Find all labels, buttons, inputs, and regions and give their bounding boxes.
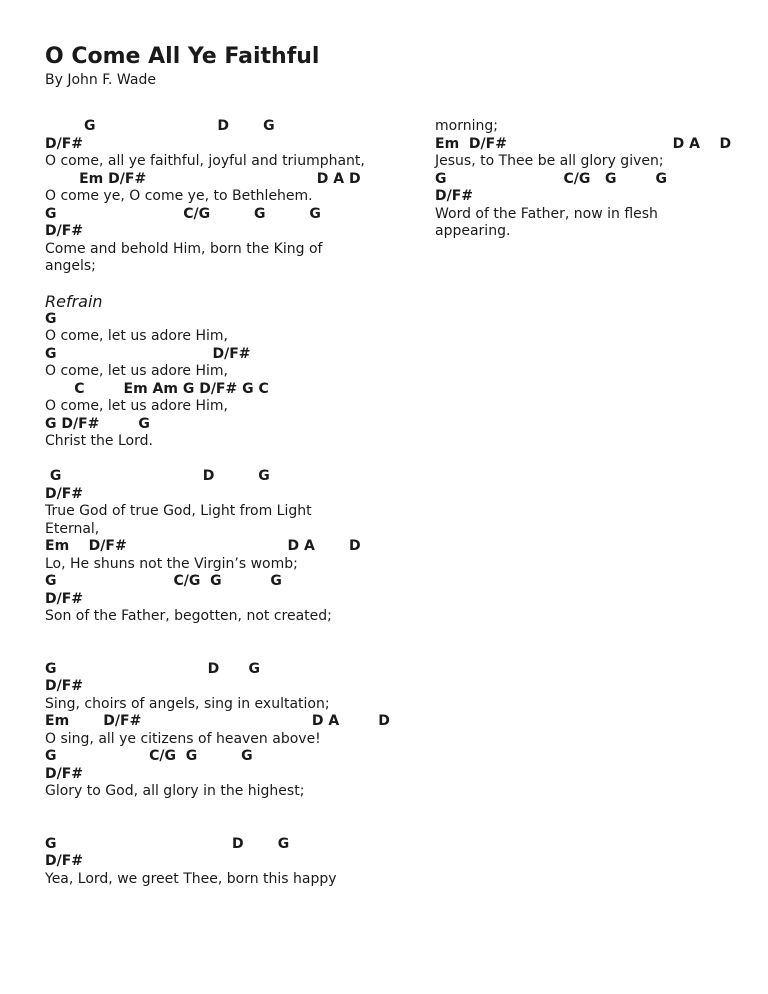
chord-line: Em D/F# D A D — [45, 538, 361, 554]
lyric-line: Word of the Father, now in flesh — [435, 205, 658, 222]
line-spacer — [45, 276, 425, 294]
chord-line: D/F# — [45, 485, 84, 502]
chord-line: G D G — [45, 835, 290, 852]
chord-line: G D G — [45, 660, 260, 677]
line-spacer — [45, 801, 425, 819]
lyric-line: Come and behold Him, born the King of — [45, 240, 323, 257]
chord-line: G C/G G G — [45, 205, 321, 222]
lyric-line: Lo, He shuns not the Virgin’s womb; — [45, 555, 298, 572]
left-column — [45, 118, 425, 888]
lyric-line: O come, all ye faithful, joyful and triumphant, — [45, 153, 365, 169]
lyric-line: O come, let us adore Him, — [45, 398, 228, 414]
lyric-line: Glory to God, all glory in the highest; — [45, 783, 305, 799]
chord-line: Em D/F# D A D — [45, 170, 361, 187]
chord-line: G D/F# G — [45, 415, 150, 432]
chord-line: G C/G G G — [435, 170, 667, 187]
song-author: By John F. Wade — [45, 72, 156, 88]
lyric-line: Yea, Lord, we greet Thee, born this happy — [45, 870, 337, 887]
lyric-line: Son of the Father, begotten, not created; — [45, 608, 332, 624]
lyric-line: Sing, choirs of angels, sing in exultation; — [45, 695, 330, 712]
chord-line: D/F# — [45, 590, 84, 607]
chord-line: Em D/F# D A D — [45, 713, 390, 729]
lyric-line: angels; — [45, 258, 96, 274]
chord-line: G D/F# — [45, 345, 251, 362]
chord-line: D/F# — [45, 765, 84, 782]
chord-line: Em D/F# D A D — [435, 135, 732, 152]
chord-line: G — [45, 310, 57, 327]
line-spacer — [45, 818, 425, 836]
chord-line: C Em Am G D/F# G C — [45, 380, 269, 397]
song-title: O Come All Ye Faithful — [45, 44, 320, 69]
right-column — [435, 118, 735, 241]
chord-line: D/F# — [45, 223, 84, 239]
chord-line: G C/G G G — [45, 573, 282, 589]
lyric-line: Eternal, — [45, 520, 100, 537]
section-heading: Refrain — [45, 292, 103, 311]
lyric-line: Jesus, to Thee be all glory given; — [435, 153, 664, 169]
chord-line: D/F# — [45, 135, 84, 152]
lyric-line: O come ye, O come ye, to Bethlehem. — [45, 188, 313, 204]
chord-line: G D G — [45, 118, 275, 134]
line-spacer — [45, 626, 425, 644]
chord-line: G C/G G G — [45, 748, 253, 764]
lyric-line: morning; — [435, 118, 498, 134]
lyric-line: appearing. — [435, 223, 511, 239]
line-spacer — [45, 643, 425, 661]
lyric-line: O come, let us adore Him, — [45, 328, 228, 344]
lyric-line: Christ the Lord. — [45, 433, 153, 449]
lyric-line: O come, let us adore Him, — [45, 363, 228, 379]
chord-line: D/F# — [45, 678, 84, 694]
chord-line: D/F# — [435, 188, 474, 204]
lyric-line: O sing, all ye citizens of heaven above! — [45, 730, 321, 747]
line-spacer — [45, 451, 425, 469]
chord-line: G D G — [45, 468, 270, 484]
chord-line: D/F# — [45, 853, 84, 869]
lyric-line: True God of true God, Light from Light — [45, 503, 312, 519]
